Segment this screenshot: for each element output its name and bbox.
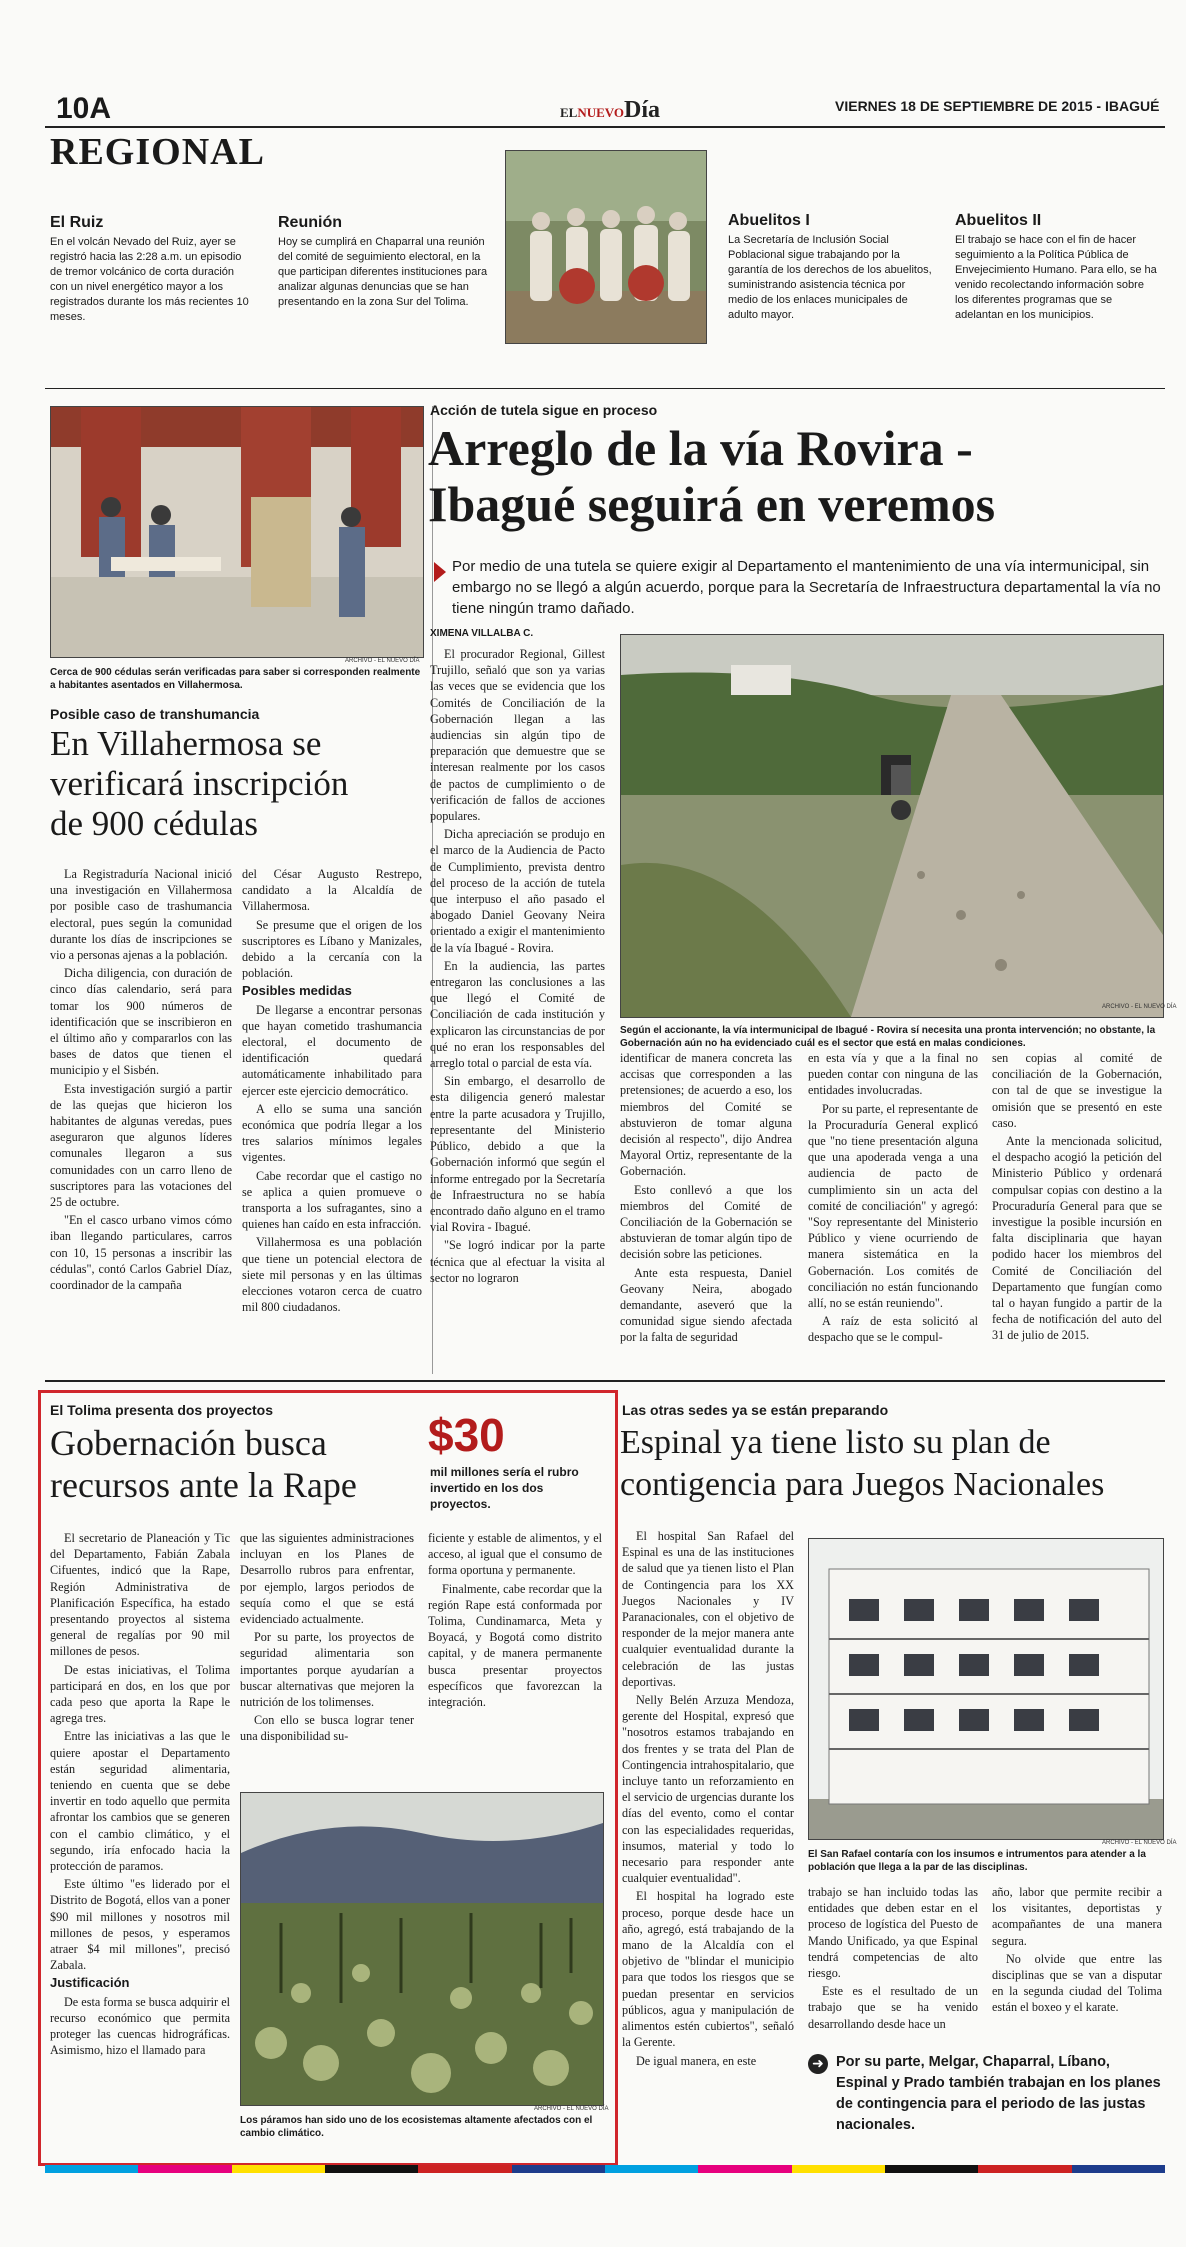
color-swatch <box>512 2165 605 2173</box>
headline-line: Arreglo de la vía Rovira - <box>428 420 973 476</box>
page-number: 10A <box>56 92 112 125</box>
paragraph: Esto conllevó a que los miembros del Comité de Conciliación de la Gobernación se abstuvieran de tomar algún tipo de decisión sobre las peticiones. <box>620 1182 792 1262</box>
rape-big-number-text: mil millones sería el rubro invertido en los dos proyectos. <box>430 1465 579 1511</box>
arrow-circle-icon: ➜ <box>808 2054 828 2074</box>
paragraph: A raíz de esta solicitó al despacho que se le compul- <box>808 1314 978 1345</box>
brief-text: Hoy se cumplirá en Chaparral una reunión del comité de seguimiento electoral, en la que participan diferentes instituciones para analizar algunas denuncias que se han presentando en la zona Sur del Tolima. <box>278 236 488 308</box>
paragraph: El procurador Regional, Gillest Trujillo, señaló que son ya varias las veces que se evidencia que los Comités de Conciliación de la Gobernación llegan a las audiencias sin algún tipo de preparación que demuestre que se interesan realmente por los casos de pactos de cumplimiento o de verificación de fallos de acciones populares. <box>430 647 605 824</box>
villahermosa-photo <box>50 406 424 658</box>
paragraph: Por su parte, el representante de la Procuraduría General explicó que "no tiene presentación alguna que una apoderada venga a una audiencia de pacto de cumplimiento sin un acta del comité de conciliación" y agregó: "Soy representante del Ministerio Público y viene ocurriendo de manera sistemática en la Gobernación. Los comités de conciliación no están funcionando allí, no se están reuniendo". <box>808 1101 978 1311</box>
paragraph: Este último "es liderado por el Distrito de Bogotá, ellos van a poner $90 mil millones y nosotros mil millones de pesos, y esperamos atraer $4 mil millones", precisó Zabala. <box>50 1877 230 1973</box>
color-swatch <box>418 2165 511 2173</box>
paragraph: Ante esta respuesta, Daniel Geovany Neira, abogado demandante, aseveró que la comunidad sigue siendo afectada por la falta de seguridad <box>620 1265 792 1345</box>
rovira-road-photo-image <box>621 635 1163 1017</box>
brief-title: Reunión <box>278 214 342 231</box>
espinal-column-1 <box>622 1528 794 2071</box>
paragraph: Sin embargo, el desarrollo de esta diligencia generó malestar entre la parte acusadora y Trujillo, representante del Ministerio Público, debido a que la Gobernación informó que según el informe entregado por la Secretaría de Infraestructura no se había encontrado daño alguno en el tramo vial Rovira - Ibagué. <box>430 1074 605 1235</box>
photo-credit: ARCHIVO - EL NUEVO DÍA <box>1102 1840 1177 1846</box>
color-swatch <box>138 2165 231 2173</box>
brief-title: El Ruiz <box>50 214 104 231</box>
hospital-photo <box>808 1538 1164 1840</box>
paragraph: No olvide que entre las disciplinas que se van a disputar en la segunda ciudad del Tolima están el boxeo y el karate. <box>992 1951 1162 2015</box>
rovira-deck: Por medio de una tutela se quiere exigir al Departamento el mantenimiento de una vía intermunicipal, sin embargo no se llegó a algún acuerdo, porque para la Secretaría de Infraestructura departamental la vía no tiene ningún tramo dañado. <box>452 558 1161 617</box>
photo-credit: ARCHIVO - EL NUEVO DÍA <box>534 2106 609 2112</box>
rape-column-3 <box>428 1530 602 1712</box>
briefs-rule <box>45 388 1165 389</box>
paragraph: año, labor que permite recibir a los visitantes, deportistas y acompañantes de una manera segura. <box>992 1885 1162 1948</box>
paragraph: ficiente y estable de alimentos, y el acceso, al igual que el consumo de forma oportuna y permanente. <box>428 1531 602 1578</box>
espinal-column-3 <box>992 1884 1162 2018</box>
deck-marker <box>434 562 446 582</box>
brief-abuelitos-2 <box>955 212 1160 323</box>
paragraph: El hospital ha logrado este proceso, porque desde hace un año, agregó, está trabajando de la mano de la Alcaldía con el objetivo de "blindar el municipio para que todos los riesgos que se puedan presentar en servicios públicos, agua y manipulación de alimentos estén cubiertos", señaló la Gerente. <box>622 1889 794 2050</box>
rovira-column-4 <box>992 1050 1162 1346</box>
villahermosa-photo-image <box>51 407 423 657</box>
rovira-kicker: Acción de tutela sigue en proceso <box>430 402 658 418</box>
headline-line: contigencia para Juegos Nacionales <box>620 1466 1105 1503</box>
header-rule <box>45 126 1165 128</box>
color-swatch <box>325 2165 418 2173</box>
subheading: Posibles medidas <box>242 983 352 999</box>
subheading: Justificación <box>50 1975 130 1991</box>
espinal-column-2 <box>808 1884 978 2034</box>
rape-big-number: $30 <box>428 1409 505 1461</box>
color-swatch <box>792 2165 885 2173</box>
color-registration-bar <box>45 2165 1165 2173</box>
color-swatch <box>605 2165 698 2173</box>
headline-line: Gobernación busca <box>50 1423 327 1463</box>
brief-el-ruiz <box>50 214 250 325</box>
rape-column-1 <box>50 1530 230 2061</box>
headline-line: En Villahermosa se <box>50 724 322 763</box>
newspaper-logo: ELNUEVODía <box>560 97 661 123</box>
paragraph: en esta vía y que a la final no pueden contar con ninguna de las entidades involucradas. <box>808 1051 978 1098</box>
rape-column-2 <box>240 1530 414 1747</box>
villahermosa-headline <box>50 724 348 844</box>
paragraph: Villahermosa es una población que tiene un potencial electora de siete mil personas y en las últimas elecciones votaron cerca de cuatro mil 800 ciudadanos. <box>242 1235 422 1315</box>
villahermosa-column-2 <box>242 866 422 1317</box>
paragraph: De estas iniciativas, el Tolima participará en dos, en los que por cada peso que aporta la Rape le agrega tres. <box>50 1662 230 1726</box>
section-title: REGIONAL <box>50 131 265 173</box>
paragraph: El secretario de Planeación y Tic del Departamento, Fabián Zabala Cifuentes, indicó que la Rape, Región Administrativa de Planificación Específica, ha estado presentando proyectos al sistema general de regalías por 90 mil millones de pesos. <box>50 1531 230 1659</box>
espinal-box <box>808 2052 1162 2136</box>
paragraph: Entre las iniciativas a las que le quiere apostar el Departamento están seguridad alimentaria, teniendo en cuenta que se debe invertir en todo aquello que permita afrontar los cambios que se generen con el cambio climático, y el segundo, iría enfocado hacia la protección de paramos. <box>50 1729 230 1874</box>
espinal-headline <box>620 1422 1104 1506</box>
brief-title: Abuelitos I <box>728 212 810 229</box>
paramo-photo <box>240 1792 604 2106</box>
brief-title: Abuelitos II <box>955 212 1042 229</box>
paragraph: que las siguientes administraciones incluyan en los Planes de Desarrollo rubros para enfrentar, por ejemplo, largos periodos de sequía como el que se está evidenciado actualmente. <box>240 1531 414 1627</box>
paragraph: De igual manera, en este <box>636 2053 757 2068</box>
paragraph: trabajo se han incluido todas las entidades que deben estar en el proceso de logística del Puesto de Mando Unificado, ya que Espinal tendrá competencias de alto riesgo. <box>808 1885 978 1981</box>
headline-line: Espinal ya tiene listo su plan de <box>620 1424 1051 1461</box>
paragraph: sen copias al comité de conciliación de la Gobernación, con tal de que se investigue la omisión que se presentó en este caso. <box>992 1051 1162 1130</box>
mid-rule <box>45 1380 1165 1382</box>
paragraph: Finalmente, cabe recordar que la región Rape está conformada por Tolima, Cundinamarca, Meta y Boyacá, y Bogotá como distrito capital, y de manera permanente busca presentar proyectos específicos que favorezcan la integración. <box>428 1581 602 1710</box>
brief-abuelitos-1 <box>728 212 933 323</box>
paragraph: Se presume que el origen de los suscriptores es Líbano y Manizales, debido a la cercanía con la población. <box>242 917 422 981</box>
rape-kicker: El Tolima presenta dos proyectos <box>50 1402 274 1418</box>
paragraph: Por su parte, los proyectos de seguridad alimentaria son importantes porque ayudarían a buscar alternativas que mejoren la nutrición de los tolimenses. <box>240 1630 414 1710</box>
color-swatch <box>45 2165 138 2173</box>
paragraph: Cabe recordar que el castigo no se aplica a quien promueve o transporta a los sufragantes, sino a quienes han caído en esta infracción. <box>242 1168 422 1232</box>
paragraph: Dicha diligencia, con duración de cinco días calendario, será para tomar los 900 números de identificación que se inscribieron en el último año y compararlos con las bases de datos que tienen el municipio y el Sisbén. <box>50 966 232 1078</box>
rovira-column-2 <box>620 1050 792 1348</box>
paragraph: Nelly Belén Arzuza Mendoza, gerente del Hospital, expresó que "nosotros estamos trabajando en dos frentes y se trata del Plan de Contingencia intrahospitalario, que incluye tanto un reforzamiento en el servicio de urgencias durante los días del evento, como el contar con las especialidades requeridas, insumos, material y todo lo necesario para responder ante cualquier eventualidad". <box>622 1693 794 1886</box>
headline-line: recursos ante la Rape <box>50 1465 357 1505</box>
headline-line: Ibagué seguirá en veremos <box>428 476 996 532</box>
paragraph: En la audiencia, las partes entregaron las conclusiones a las que llegó el Comité de Conciliación de cada institución y explicaron las circunstancias de por qué no eran los responsables del arreglo total o parcial de esta vía. <box>430 958 605 1071</box>
villahermosa-photo-caption: Cerca de 900 cédulas serán verificadas para saber si corresponden realmente a habitantes asentados en Villahermosa. <box>50 667 421 691</box>
rovira-road-photo <box>620 634 1164 1018</box>
paragraph: La Registraduría Nacional inició una investigación en Villahermosa por posible caso de trashumancia electoral, pues según la comunidad durante los días de inscripciones se vio a personas ajenas a la población. <box>50 867 232 963</box>
villahermosa-kicker: Posible caso de transhumancia <box>50 706 260 722</box>
paragraph: "En el casco urbano vimos cómo iban llegando particulares, carros con 10, 15 personas a inscribir las cédulas", contó Carlos Gabriel Díaz, coordinador de la campaña <box>50 1213 232 1293</box>
paragraph: Este es el resultado de un trabajo que se ha venido desarrollando desde hace un <box>808 1984 978 2031</box>
espinal-kicker: Las otras sedes ya se están preparando <box>622 1402 889 1418</box>
color-swatch <box>978 2165 1071 2173</box>
brief-text: La Secretaría de Inclusión Social Poblacional sigue trabajando por la garantía de los derechos de los abuelitos, suministrando asistencia técnica por medio de los enlaces municipales de adulto mayor. <box>728 234 932 321</box>
abuelitos-photo <box>505 150 707 344</box>
paragraph: A ello se suma una sanción económica que podría llegar a los tres salarios mínimos legales vigentes. <box>242 1101 422 1165</box>
rovira-headline <box>428 420 995 532</box>
brief-text: En el volcán Nevado del Ruiz, ayer se registró hacia las 2:28 a.m. un episodio de tremor volcánico de corta duración con un nivel energético mayor a los registrados durante los más recientes 10 meses. <box>50 236 249 323</box>
hospital-photo-image <box>809 1539 1163 1839</box>
color-swatch <box>698 2165 791 2173</box>
rovira-photo-caption: Según el accionante, la vía intermunicipal de Ibagué - Rovira sí necesita una pronta intervención; no obstante, la Gobernación aún no ha evidenciado cuál es el sector que está en malas condiciones. <box>620 1025 1156 1049</box>
paragraph: Dicha apreciación se produjo en el marco de la Audiencia de Pacto de Cumplimiento, prevista dentro del proceso de la acción de tutela que interpuso el año pasado el abogado Daniel Geovany Neira orientado a exigir el mantenimiento de la vía Ibagué - Rovira. <box>430 827 605 955</box>
paragraph: del César Augusto Restrepo, candidato a la Alcaldía de Villahermosa. <box>242 867 422 914</box>
color-swatch <box>885 2165 978 2173</box>
rape-headline <box>50 1422 357 1506</box>
paramo-photo-caption: Los páramos han sido uno de los ecosistemas altamente afectados con el cambio climático. <box>240 2115 593 2139</box>
brief-reunion <box>278 214 488 310</box>
rovira-byline: XIMENA VILLALBA C. <box>430 628 534 639</box>
paragraph: Con ello se busca lograr tener una disponibilidad su- <box>240 1713 414 1744</box>
paragraph: De llegarse a encontrar personas que hayan cometido trashumancia electoral, el documento de identificación quedará automáticamente inhabilitado para ejercer este ejercicio democrático. <box>242 1002 422 1098</box>
hospital-photo-caption: El San Rafael contaría con los insumos e intrumentos para atender a la población que llega a la par de las disciplinas. <box>808 1849 1146 1873</box>
photo-credit: ARCHIVO - EL NUEVO DÍA <box>1102 1004 1177 1010</box>
paragraph: De esta forma se busca adquirir el recurso económico que permita proteger las cuencas hidrográficas. Asimismo, hizo el llamado para <box>50 1994 230 2058</box>
date-line: VIERNES 18 DE SEPTIEMBRE DE 2015 - IBAGUÉ <box>835 98 1160 114</box>
paragraph: Ante la mencionada solicitud, el despacho acogió la petición del Ministerio Público y ordenará compulsar copias con destino a la Procuraduría General para que se investigue la posible incursión en falta disciplinaria que hayan podido hacer los miembros del Comité de Conciliación del Departamento que fungían como tal o hayan fungido a partir de la fecha de notificación del auto del 31 de julio de 2015. <box>992 1134 1162 1343</box>
rovira-column-3 <box>808 1050 978 1348</box>
headline-line: verificará inscripción <box>50 764 349 803</box>
paragraph: identificar de manera concreta las accisas que corresponden a las pretensiones; de acuerdo a eso, los miembros del Comité se abstuvieron de tomar alguna decisión al respecto", dijo Andrea Mayoral Ortiz, representante de la Gobernación. <box>620 1051 792 1179</box>
paragraph: Esta investigación surgió a partir de las quejas que hicieron los habitantes de algunas veredas, pues aseguraron que algunos líderes comunales llegaron a sus comunidades con un carro lleno de suscriptores para las votaciones del 25 de octubre. <box>50 1081 232 1210</box>
rovira-column-1 <box>430 646 605 1288</box>
paragraph: El hospital San Rafael del Espinal es una de las instituciones de salud que ya tienen listo el Plan de Contingencia para los XX Juegos Nacionales y IV Paranacionales, con el objetivo de responder de la mejor manera ante cualquier eventualidad durante la celebración de las justas deportivas. <box>622 1529 794 1689</box>
villahermosa-column-1 <box>50 866 232 1295</box>
brief-text: El trabajo se hace con el fin de hacer seguimiento a la Política Pública de Envejecimiento Humano. Para ello, se ha venido recolectando información sobre los diferentes programas que se adelantan en los municipios. <box>955 234 1157 321</box>
paragraph: "Se logró indicar por la parte técnica que al efectuar la visita al sector no lograron <box>430 1238 605 1285</box>
color-swatch <box>1072 2165 1165 2173</box>
headline-line: de 900 cédulas <box>50 804 258 843</box>
color-swatch <box>232 2165 325 2173</box>
abuelitos-photo-image <box>506 151 706 343</box>
paramo-photo-image <box>241 1793 603 2105</box>
photo-credit: ARCHIVO - EL NUEVO DÍA <box>345 658 420 664</box>
espinal-box-text: Por su parte, Melgar, Chaparral, Líbano, Espinal y Prado también trabajan en los planes de contingencia para el periodo de las justas nacionales. <box>836 2054 1161 2133</box>
